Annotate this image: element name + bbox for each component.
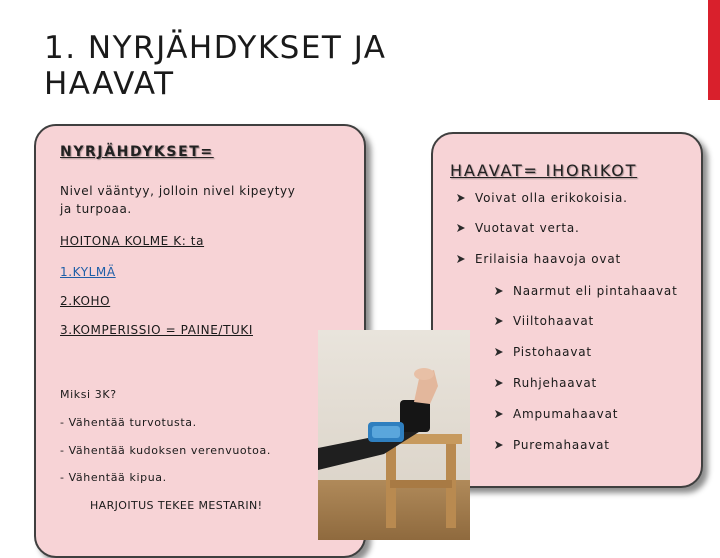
step-compression: 3.KOMPERISSIO = PAINE/TUKI: [60, 323, 253, 337]
step-cold: 1.KYLMÄ: [60, 265, 116, 279]
page-title: [44, 30, 387, 102]
arrow-bullet-icon: [494, 316, 504, 326]
arrow-bullet-icon: [494, 409, 504, 419]
wound-point-label: Erilaisia haavoja ovat: [475, 252, 621, 266]
wound-type-item: [494, 438, 610, 452]
wound-type-label: Naarmut eli pintahaavat: [513, 284, 678, 298]
wound-point-label: Vuotavat verta.: [475, 221, 580, 235]
wound-point: [456, 191, 628, 205]
wound-type-label: Ampumahaavat: [513, 407, 619, 421]
arrow-bullet-icon: [494, 347, 504, 357]
page-title-line-2: HAAVAT: [44, 66, 175, 102]
sprains-heading: NYRJÄHDYKSET=: [60, 144, 214, 160]
arrow-bullet-icon: [456, 193, 466, 203]
treatment-heading: HOITONA KOLME K: ta: [60, 234, 205, 248]
wound-point: [456, 221, 580, 235]
ankle-cold-pack-photo: [318, 330, 470, 540]
wound-point-label: Voivat olla erikokoisia.: [475, 191, 628, 205]
wound-type-item: [494, 314, 594, 328]
wound-type-label: Puremahaavat: [513, 438, 610, 452]
accent-bar: [708, 0, 720, 100]
wound-type-item: [494, 376, 597, 390]
page-title-line-1: 1. NYRJÄHDYKSET JA: [44, 30, 387, 66]
wound-type-item: [494, 284, 678, 298]
arrow-bullet-icon: [494, 440, 504, 450]
reason-pain: - Vähentää kipua.: [60, 471, 167, 484]
wound-type-item: [494, 345, 592, 359]
wound-type-label: Pistohaavat: [513, 345, 592, 359]
why-heading: Miksi 3K?: [60, 388, 117, 401]
arrow-bullet-icon: [494, 378, 504, 388]
arrow-bullet-icon: [494, 286, 504, 296]
wound-type-label: Viiltohaavat: [513, 314, 595, 328]
wounds-heading: HAAVAT= IHORIKOT: [450, 161, 638, 180]
wound-type-item: [494, 407, 618, 421]
sprains-intro-line-1: Nivel vääntyy, jolloin nivel kipeytyy: [60, 184, 296, 198]
reason-bleeding: - Vähentää kudoksen verenvuotoa.: [60, 444, 271, 457]
arrow-bullet-icon: [456, 223, 466, 233]
practice-footer: HARJOITUS TEKEE MESTARIN!: [90, 499, 263, 512]
arrow-bullet-icon: [456, 254, 466, 264]
sprains-intro-line-2: ja turpoaa.: [60, 202, 132, 216]
wounds-card: [431, 132, 703, 488]
wound-point: [456, 252, 621, 266]
reason-swelling: - Vähentää turvotusta.: [60, 416, 197, 429]
step-elevation: 2.KOHO: [60, 294, 111, 308]
wound-type-label: Ruhjehaavat: [513, 376, 597, 390]
